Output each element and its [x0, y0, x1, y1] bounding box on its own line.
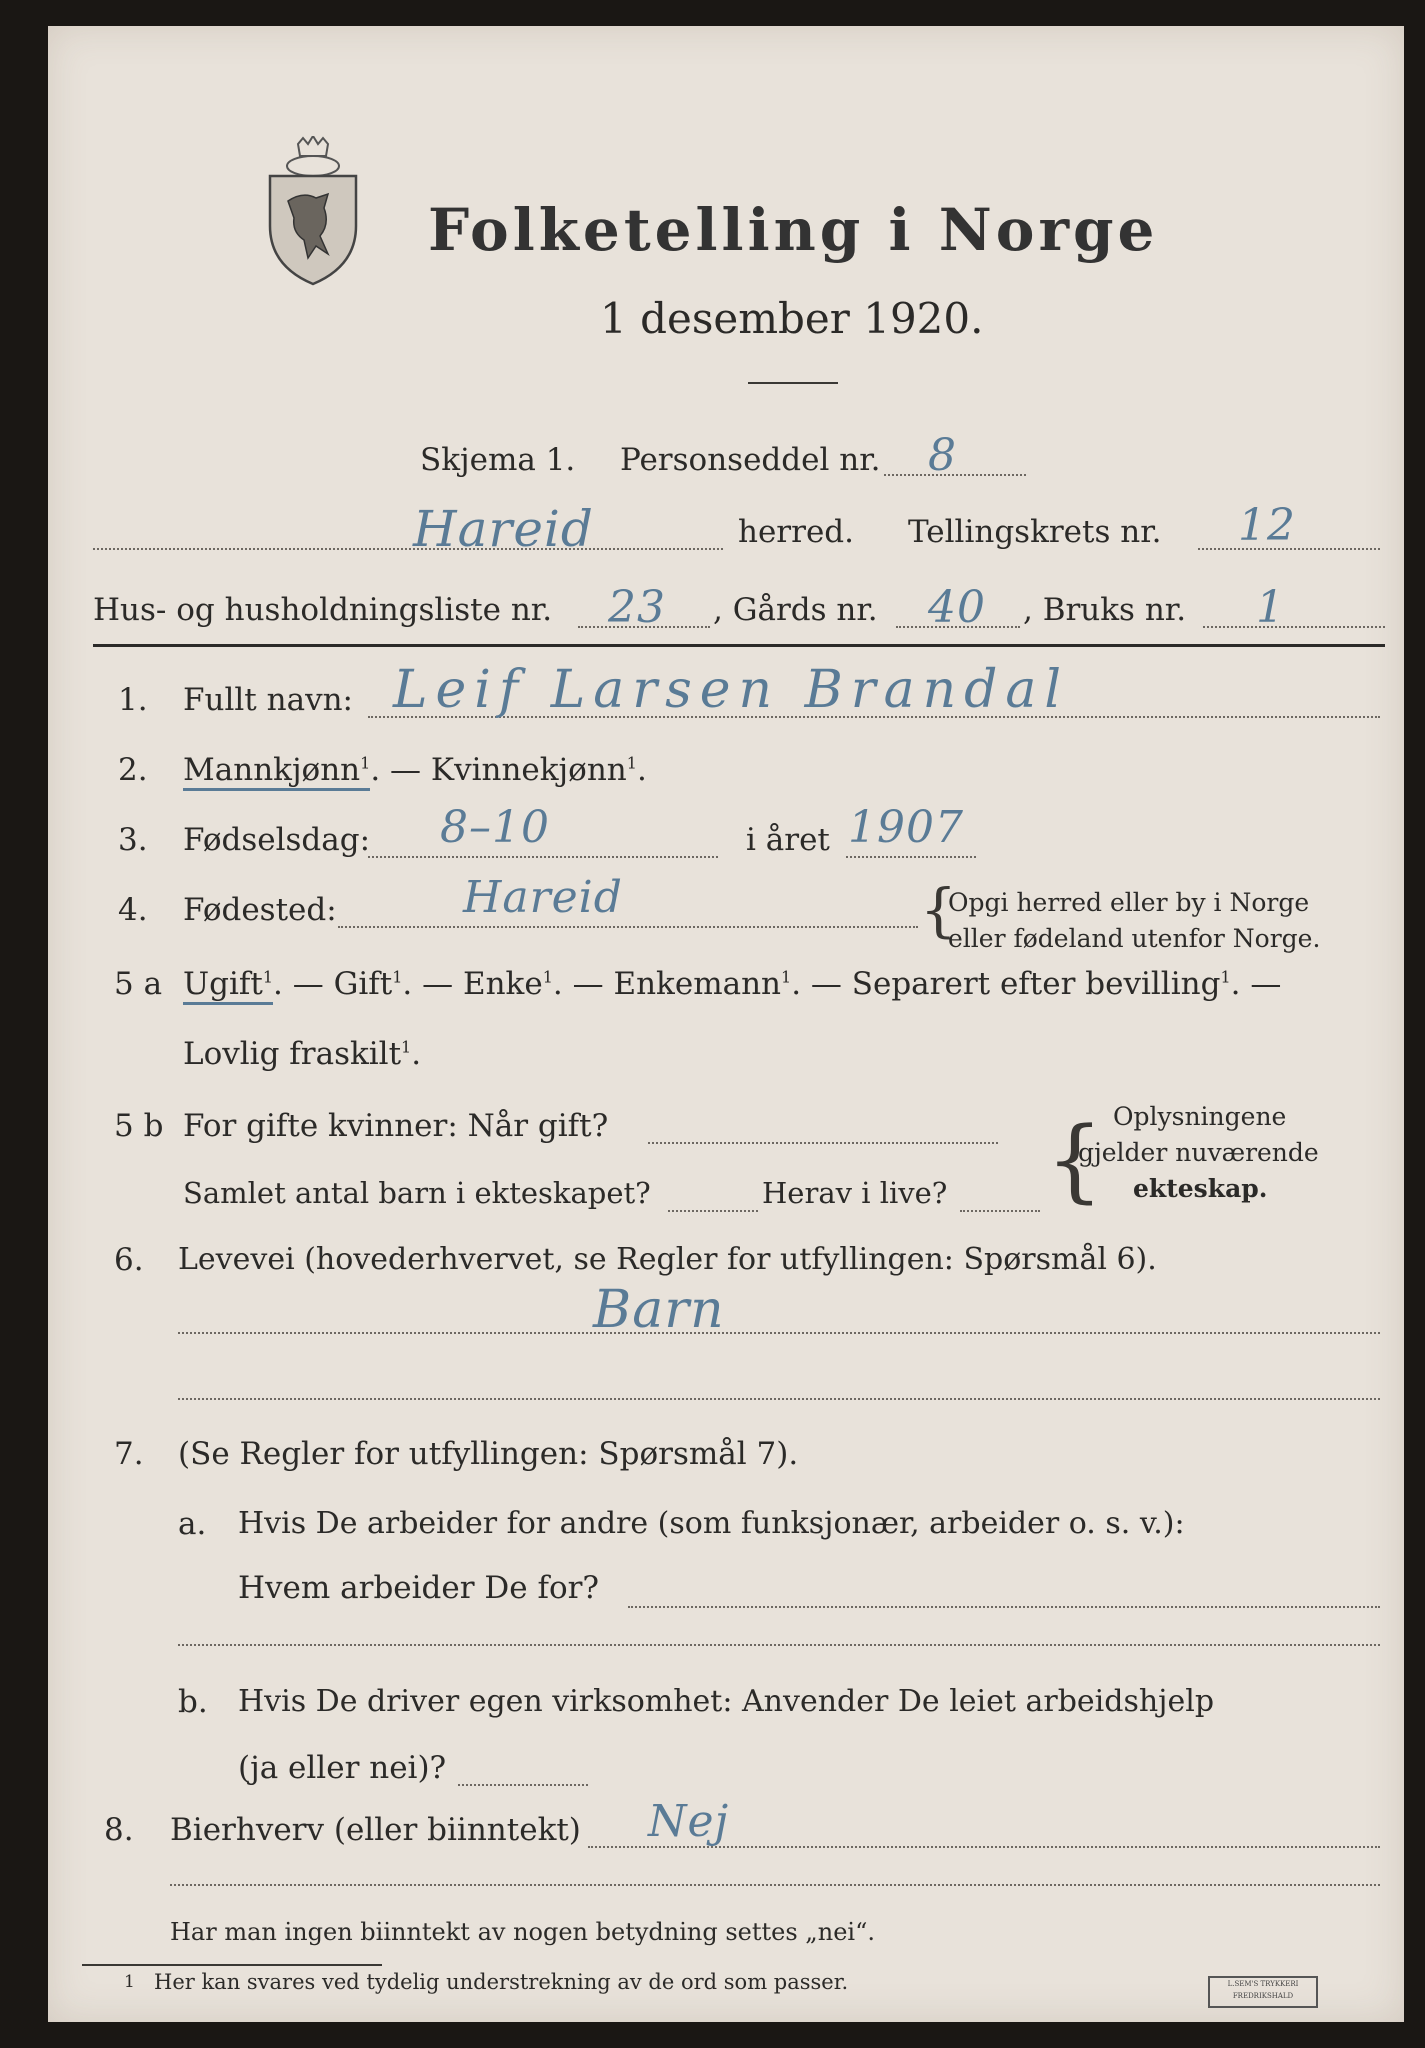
printer-stamp [1208, 1976, 1318, 2008]
gards-label: , Gårds nr. [713, 592, 878, 628]
q2-male-option[interactable]: Mannkjønn$^1$ [183, 752, 370, 791]
q5a-number: 5 a [114, 966, 163, 1002]
q2-female-option[interactable]: Kvinnekjønn$^1$ [430, 752, 637, 788]
q5b-barn-label: Samlet antal barn i ekteskapet? [183, 1176, 651, 1210]
husliste-label: Hus- og husholdningsliste nr. [93, 592, 553, 628]
q5b-brace: { [1046, 1108, 1104, 1213]
personseddel-label: Personseddel nr. [620, 442, 881, 478]
q2-sex-options: Mannkjønn$^1$. — Kvinnekjønn$^1$. [183, 752, 647, 788]
printer-stamp-line2: FREDRIKSHALD [1232, 1992, 1294, 2000]
tellingskrets-value[interactable]: 12 [1238, 500, 1296, 551]
q7a-line1 [628, 1606, 1380, 1608]
q7b-text: Hvis De driver egen virksomhet: Anvender De leiet arbeidshjelp [238, 1684, 1215, 1719]
q5b-note-line1: Oplysningene [1113, 1102, 1287, 1131]
q3-line [368, 856, 718, 858]
q1-value[interactable]: Leif Larsen Brandal [393, 660, 1070, 720]
q5b-barn-line [668, 1210, 758, 1212]
q5b-label: For gifte kvinner: Når gift? [183, 1108, 609, 1144]
q5b-live-line [960, 1210, 1040, 1212]
census-date: 1 desember 1920. [600, 294, 984, 343]
q4-note-line1: Opgi herred eller by i Norge [948, 888, 1310, 917]
q8-label: Bierhverv (eller biinntekt) [170, 1812, 581, 1848]
q3-label: Fødselsdag: [183, 822, 371, 858]
q1-label: Fullt navn: [183, 682, 353, 718]
q7-number: 7. [114, 1436, 144, 1472]
printer-stamp-line1: L.SEM'S TRYKKERI [1227, 1980, 1299, 1988]
q3-year-label: i året [746, 822, 830, 858]
q5a-enkemann-option[interactable]: — Enkemann$^1$ [572, 966, 792, 1002]
herred-value[interactable]: Hareid [413, 500, 594, 558]
q2-number: 2. [118, 752, 148, 788]
q4-value[interactable]: Hareid [463, 872, 623, 923]
q5a-gift-option[interactable]: — Gift$^1$ [292, 966, 403, 1002]
form-title: Folketelling i Norge [428, 196, 1159, 264]
q7a-text: Hvis De arbeider for andre (som funksjonær, arbeider o. s. v.): [238, 1506, 1185, 1541]
q8-value[interactable]: Nej [648, 1796, 730, 1847]
q3-number: 3. [118, 822, 148, 858]
q7a-question: Hvem arbeider De for? [238, 1570, 600, 1606]
q3-year-value[interactable]: 1907 [848, 802, 964, 853]
q4-line [338, 926, 918, 928]
census-form [48, 26, 1404, 2022]
header-rule [93, 644, 1385, 647]
q8-line2 [170, 1884, 1380, 1886]
tellingskrets-label: Tellingskrets nr. [908, 514, 1162, 550]
q8-number: 8. [104, 1812, 134, 1848]
herred-label: herred. [738, 514, 854, 550]
q6-number: 6. [114, 1242, 144, 1278]
q5a-options: Ugift$^1$. — Gift$^1$. — Enke$^1$. — Enkemann$^1$. — Separert efter bevilling$^1$. — [183, 966, 1281, 1002]
herred-line [93, 548, 723, 550]
footer-note: Har man ingen biinntekt av nogen betydning settes „nei“. [170, 1918, 875, 1946]
q3-value[interactable]: 8–10 [440, 802, 550, 853]
q3-year-line [846, 856, 976, 858]
bruks-label: , Bruks nr. [1023, 592, 1187, 628]
q7b-line [458, 1784, 588, 1786]
footnote-text: Her kan svares ved tydelig understrekning av de ord som passer. [154, 1970, 849, 1994]
q5a-separert-option[interactable]: — Separert efter bevilling$^1$ [810, 966, 1231, 1002]
q5b-note-line2: gjelder nuværende [1078, 1138, 1319, 1167]
q7b-question: (ja eller nei)? [238, 1750, 447, 1786]
title-divider [748, 382, 838, 384]
gards-value[interactable]: 40 [928, 582, 986, 633]
q5b-number: 5 b [114, 1108, 164, 1144]
footnote-number: 1 [124, 1972, 135, 1992]
husliste-value[interactable]: 23 [608, 582, 666, 633]
q5a-lovlig-option[interactable]: Lovlig fraskilt$^1$. [183, 1036, 422, 1072]
q6-line1 [178, 1332, 1380, 1334]
q6-line2 [178, 1398, 1380, 1400]
q4-label: Fødested: [183, 892, 337, 928]
q7a-letter: a. [178, 1506, 207, 1542]
q5a-ugift-option[interactable]: Ugift$^1$ [183, 966, 273, 1005]
q5b-gift-line [648, 1142, 998, 1144]
footnote-rule [82, 1964, 382, 1966]
q1-number: 1. [118, 682, 148, 718]
q5a-enke-option[interactable]: — Enke$^1$ [422, 966, 553, 1002]
coat-of-arms-emblem [258, 136, 368, 286]
q4-brace: { [920, 876, 957, 944]
q4-note-line2: eller fødeland utenfor Norge. [948, 924, 1321, 953]
q7-label: (Se Regler for utfyllingen: Spørsmål 7). [178, 1436, 799, 1472]
q4-number: 4. [118, 892, 148, 928]
q6-label: Levevei (hovederhvervet, se Regler for utfyllingen: Spørsmål 6). [178, 1242, 1157, 1277]
personseddel-value[interactable]: 8 [928, 430, 957, 481]
q7b-letter: b. [178, 1684, 208, 1720]
q5b-note-line3: ekteskap. [1133, 1174, 1268, 1203]
q6-value[interactable]: Barn [593, 1280, 725, 1340]
bruks-value[interactable]: 1 [1256, 582, 1285, 633]
q7a-line2 [178, 1644, 1380, 1646]
bruks-line [1203, 626, 1385, 628]
q5b-live-label: Herav i live? [762, 1176, 948, 1210]
skjema-label: Skjema 1. [420, 442, 576, 478]
